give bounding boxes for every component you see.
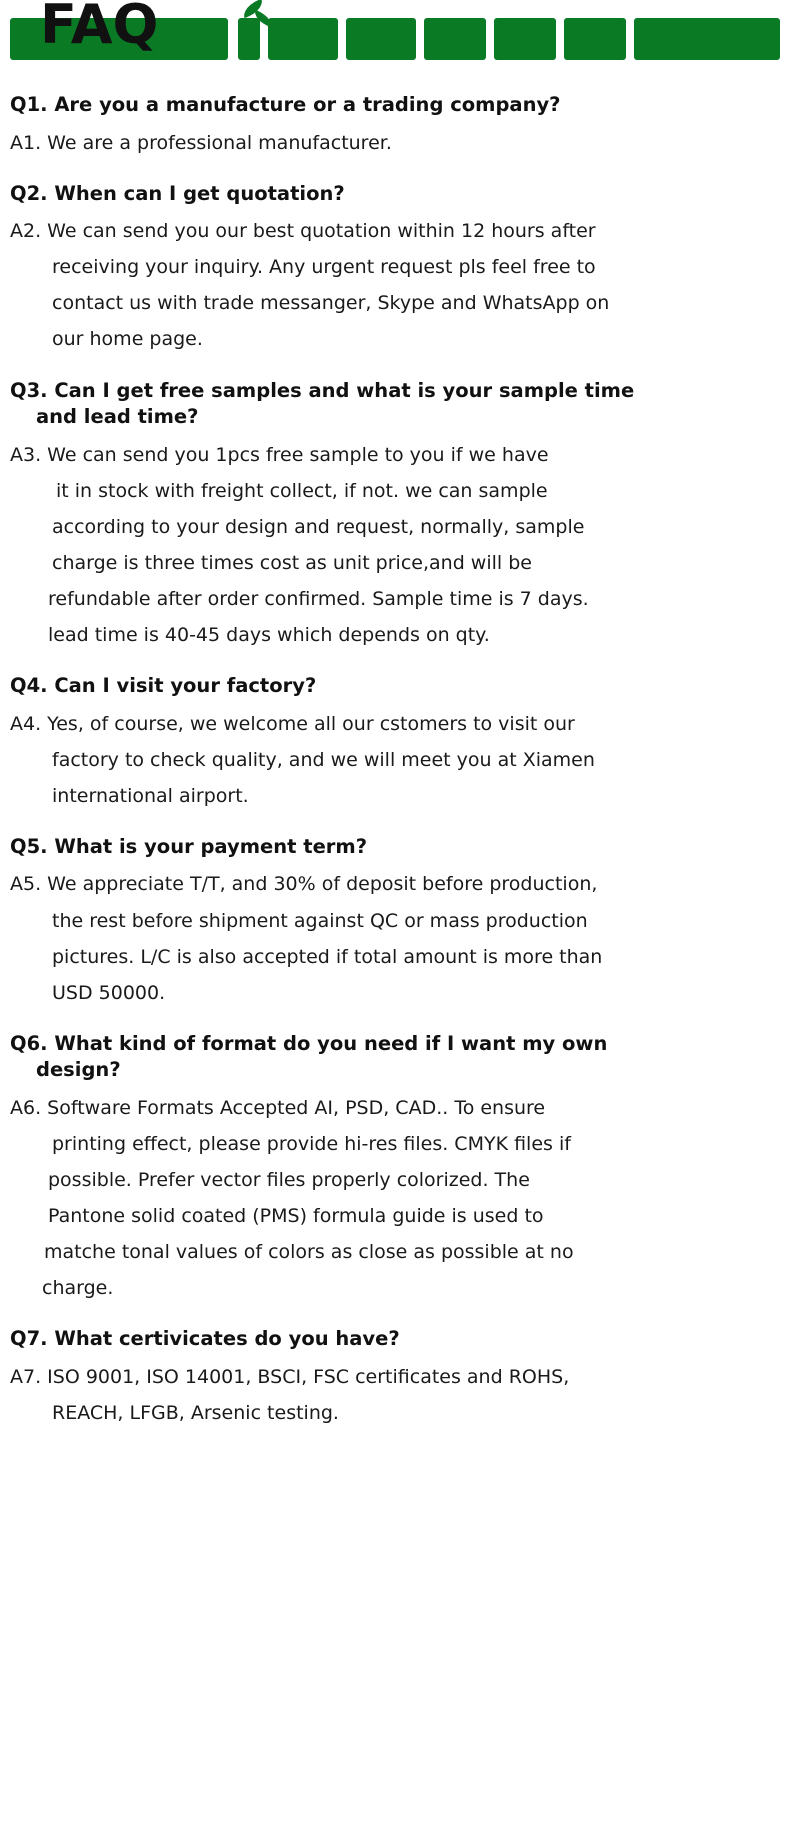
faq-answer-line: receiving your inquiry. Any urgent request pls feel free to — [52, 256, 596, 279]
faq-question-line: Q1. Are you a manufacture or a trading company? — [10, 93, 561, 116]
faq-answer-line: A3. We can send you 1pcs free sample to you if we have — [10, 443, 549, 466]
faq-answer-line: charge. — [42, 1277, 114, 1300]
bamboo-segment — [494, 18, 556, 60]
faq-question-line: Q5. What is your payment term? — [10, 834, 368, 858]
faq-answer — [8, 706, 782, 814]
faq-question-line: Q6. What kind of format do you need if I want my own — [10, 1031, 608, 1055]
bamboo-segment — [268, 18, 338, 60]
faq-item — [8, 1326, 782, 1431]
bamboo-segment — [424, 18, 486, 60]
faq-item — [8, 1031, 782, 1307]
faq-answer-line: factory to check quality, and we will meet you at Xiamen — [52, 748, 595, 771]
faq-answer-line: A4. Yes, of course, we welcome all our cstomers to visit our — [10, 712, 575, 735]
faq-question-line: Q3. Can I get free samples and what is your sample time — [10, 378, 635, 402]
faq-answer — [8, 866, 782, 1010]
faq-question — [8, 181, 782, 208]
faq-answer-line: A2. We can send you our best quotation within 12 hours after — [10, 220, 596, 243]
faq-answer-line: refundable after order confirmed. Sample time is 7 days. — [48, 587, 589, 610]
faq-question-line: and lead time? — [36, 405, 199, 429]
faq-answer — [8, 1359, 782, 1431]
faq-item — [8, 834, 782, 1011]
bamboo-segment — [634, 18, 780, 60]
faq-question — [8, 673, 782, 700]
faq-question-line: design? — [36, 1058, 121, 1082]
faq-answer-line: according to your design and request, normally, sample — [52, 515, 585, 538]
page-title: FAQ — [40, 0, 159, 56]
faq-answer-line: matche tonal values of colors as close as possible at no — [44, 1241, 574, 1264]
faq-question-line: Q2. When can I get quotation? — [10, 181, 345, 205]
faq-item — [8, 673, 782, 814]
faq-answer-line: A1. We are a professional manufacturer. — [10, 131, 392, 154]
faq-header-banner — [0, 0, 790, 78]
faq-answer-line: our home page. — [52, 328, 203, 351]
faq-answer — [8, 213, 782, 357]
faq-question-line: Q4. Can I visit your factory? — [10, 674, 317, 698]
bamboo-segment — [238, 18, 260, 60]
faq-answer-line: pictures. L/C is also accepted if total amount is more than — [52, 945, 603, 968]
faq-answer-line: contact us with trade messanger, Skype and WhatsApp on — [52, 292, 610, 315]
faq-question-line: Q7. What certivicates do you have? — [10, 1327, 400, 1351]
faq-answer-line: Pantone solid coated (PMS) formula guide is used to — [48, 1205, 544, 1228]
faq-item — [8, 181, 782, 358]
faq-answer-line: possible. Prefer vector files properly colorized. The — [48, 1169, 530, 1191]
faq-question — [8, 1326, 782, 1353]
faq-answer-line: A5. We appreciate T/T, and 30% of deposit before production, — [10, 873, 598, 896]
faq-answer — [8, 437, 782, 654]
faq-question — [8, 378, 782, 431]
faq-answer-line: lead time is 40-45 days which depends on qty. — [48, 624, 490, 646]
bamboo-segment — [564, 18, 626, 60]
faq-answer-line: REACH, LFGB, Arsenic testing. — [52, 1401, 339, 1424]
faq-answer — [8, 125, 782, 161]
faq-item — [8, 92, 782, 161]
faq-content — [0, 78, 790, 1431]
faq-answer-line: A7. ISO 9001, ISO 14001, BSCI, FSC certificates and ROHS, — [10, 1365, 570, 1388]
faq-answer — [8, 1090, 782, 1307]
faq-item — [8, 378, 782, 654]
faq-answer-line: printing effect, please provide hi-res files. CMYK files if — [52, 1132, 571, 1155]
faq-answer-line: A6. Software Formats Accepted AI, PSD, CAD.. To ensure — [10, 1096, 546, 1119]
faq-answer-line: it in stock with freight collect, if not. we can sample — [56, 479, 548, 502]
faq-answer-line: international airport. — [52, 784, 249, 807]
faq-question — [8, 834, 782, 861]
faq-question — [8, 1031, 782, 1084]
faq-question — [8, 92, 782, 119]
faq-answer-line: USD 50000. — [52, 981, 166, 1004]
faq-answer-line: charge is three times cost as unit price,and will be — [52, 551, 532, 574]
bamboo-segment — [346, 18, 416, 60]
faq-answer-line: the rest before shipment against QC or mass production — [52, 909, 588, 932]
